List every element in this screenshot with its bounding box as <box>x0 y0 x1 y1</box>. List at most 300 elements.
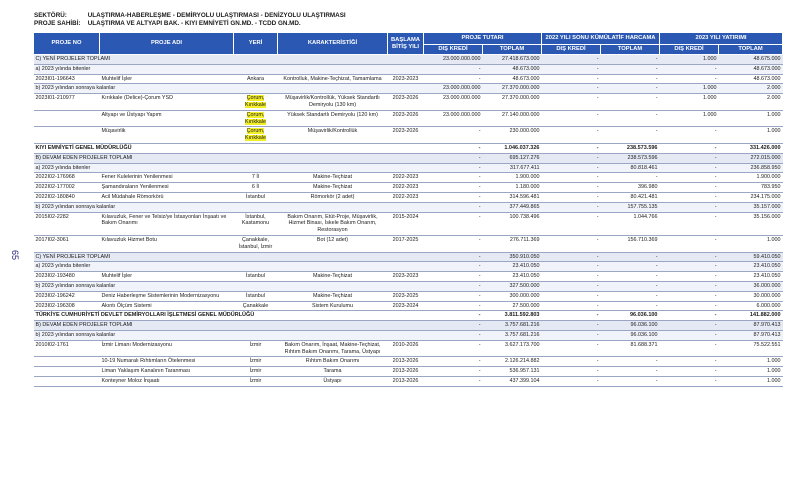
col-2023-yatirim: 2023 YILI YATIRIMI <box>660 33 783 45</box>
cell-proje-dis-kredi: - <box>424 192 483 202</box>
document-header <box>34 12 346 29</box>
cell-proje-dis-kredi: - <box>424 357 483 367</box>
cell-proje-no <box>34 357 100 367</box>
cell-yat-dis-kredi: - <box>660 376 719 386</box>
cell-proje-adi: Fener Kulelerinin Yenilenmesi <box>100 173 234 183</box>
cell-yeri <box>234 127 278 144</box>
cell-karakteristigi: Tarama <box>278 367 388 377</box>
investment-table-wrapper <box>33 32 782 387</box>
cell-proje-dis-kredi: 23.000.000.000 <box>424 84 483 94</box>
cell-proje-adi: Deniz Haberleşme Sistemlerinin Modernizasyonu <box>100 291 234 301</box>
cell-proje-adi: Şamandıraların Yenilenmesi <box>100 183 234 193</box>
cell-baslama-bitis: 2013-2026 <box>388 376 424 386</box>
cell-kum-toplam: 396.980 <box>601 183 660 193</box>
cell-proje-toplam: 314.596.481 <box>483 192 542 202</box>
cell-yeri: 7 İl <box>234 173 278 183</box>
cell-section-label: a) 2023 yılında bitenler <box>34 262 424 272</box>
cell-kum-dis-kredi: - <box>542 330 601 340</box>
cell-section-label: b) 2023 yılından sonraya kalanlar <box>34 330 424 340</box>
cell-yeri: 6 İl <box>234 183 278 193</box>
subgroup-row <box>34 281 783 291</box>
cell-kum-dis-kredi: - <box>542 110 601 127</box>
cell-kum-toplam: - <box>601 127 660 144</box>
cell-kum-toplam: - <box>601 110 660 127</box>
cell-proje-no: 2017I02-3061 <box>34 235 100 252</box>
cell-kum-toplam: 156.710.369 <box>601 235 660 252</box>
cell-kum-toplam: - <box>601 74 660 84</box>
cell-yat-dis-kredi: - <box>660 74 719 84</box>
table-row <box>34 357 783 367</box>
cell-yat-toplam: 35.157.000 <box>719 202 783 212</box>
cell-proje-dis-kredi: 23.000.000.000 <box>424 110 483 127</box>
cell-yat-toplam: 272.015.000 <box>719 153 783 163</box>
cell-section-label: b) 2023 yılından sonraya kalanlar <box>34 202 424 212</box>
col-proje-adi: PROJE ADI <box>100 33 234 55</box>
cell-kum-dis-kredi: - <box>542 202 601 212</box>
cell-yat-dis-kredi: 1.000 <box>660 55 719 65</box>
cell-kum-toplam: - <box>601 272 660 282</box>
cell-yeri: İstanbul, Kastamonu <box>234 212 278 235</box>
cell-yat-dis-kredi: - <box>660 262 719 272</box>
group-total-row <box>34 252 783 262</box>
cell-yat-dis-kredi: - <box>660 153 719 163</box>
cell-yat-toplam: 2.000 <box>719 84 783 94</box>
cell-yeri: İstanbul <box>234 291 278 301</box>
cell-proje-toplam: 27.418.673.000 <box>483 55 542 65</box>
col-proje-toplam: TOPLAM <box>483 45 542 55</box>
cell-yat-dis-kredi: - <box>660 173 719 183</box>
cell-yat-dis-kredi: - <box>660 192 719 202</box>
cell-yeri: Ankara <box>234 74 278 84</box>
cell-kum-toplam: - <box>601 173 660 183</box>
cell-yat-dis-kredi: - <box>660 311 719 321</box>
owner-label: PROJE SAHİBİ: <box>34 20 81 28</box>
cell-proje-no: 2023I01-196643 <box>34 74 100 84</box>
cell-proje-toplam: 3.627.173.700 <box>483 340 542 357</box>
cell-baslama-bitis: 2013-2026 <box>388 357 424 367</box>
cell-yat-toplam: 75.522.551 <box>719 340 783 357</box>
highlighted-location: Çorum, Kırıkkale <box>245 111 266 125</box>
table-row <box>34 192 783 202</box>
owner-value: ULAŞTIRMA VE ALTYAPI BAK. - KIYI EMNİYETİ GN.MD. - TCDD GN.MD. <box>87 20 301 28</box>
cell-proje-dis-kredi: - <box>424 281 483 291</box>
cell-baslama-bitis: 2023-2026 <box>388 110 424 127</box>
subgroup-row <box>34 64 783 74</box>
cell-proje-adi: Acil Müdahale Römorkörü <box>100 192 234 202</box>
cell-proje-adi: Kırıkkale (Delice)-Çorum YSD <box>100 94 234 111</box>
cell-proje-toplam: 437.399.104 <box>483 376 542 386</box>
table-head <box>34 33 783 55</box>
cell-proje-toplam: 1.180.000 <box>483 183 542 193</box>
cell-baslama-bitis: 2017-2025 <box>388 235 424 252</box>
cell-yat-dis-kredi: - <box>660 235 719 252</box>
cell-proje-toplam: 317.677.411 <box>483 163 542 173</box>
owner-line <box>34 20 346 28</box>
cell-karakteristigi: Bakım Onarım, İnşaat, Makine-Teçhizat, Rıhtım Bakım Onarımı, Tarama, Üstyapı <box>278 340 388 357</box>
cell-yat-toplam: 36.000.000 <box>719 281 783 291</box>
cell-proje-no <box>34 127 100 144</box>
cell-yat-dis-kredi: - <box>660 357 719 367</box>
cell-karakteristigi: Makine-Teçhizat <box>278 272 388 282</box>
cell-yat-toplam: 6.000.000 <box>719 301 783 311</box>
table-row <box>34 74 783 84</box>
cell-kum-dis-kredi: - <box>542 291 601 301</box>
cell-karakteristigi: Sistem Kurulumu <box>278 301 388 311</box>
group-total-row <box>34 55 783 65</box>
cell-kum-dis-kredi: - <box>542 64 601 74</box>
col-kum-dis-kredi: DIŞ KREDİ <box>542 45 601 55</box>
cell-yat-toplam: 141.882.000 <box>719 311 783 321</box>
cell-kum-dis-kredi: - <box>542 143 601 153</box>
cell-proje-dis-kredi: - <box>424 330 483 340</box>
cell-kum-dis-kredi: - <box>542 74 601 84</box>
cell-kum-toplam: 238.573.596 <box>601 153 660 163</box>
cell-yat-toplam: 23.410.050 <box>719 262 783 272</box>
cell-kum-dis-kredi: - <box>542 262 601 272</box>
cell-proje-no: 2022I02-177002 <box>34 183 100 193</box>
cell-kum-dis-kredi: - <box>542 252 601 262</box>
cell-kum-dis-kredi: - <box>542 311 601 321</box>
cell-proje-dis-kredi: - <box>424 212 483 235</box>
cell-kum-dis-kredi: - <box>542 357 601 367</box>
cell-yat-dis-kredi: - <box>660 212 719 235</box>
cell-proje-dis-kredi: - <box>424 74 483 84</box>
table-row <box>34 173 783 183</box>
cell-yat-toplam: 1.000 <box>719 367 783 377</box>
cell-yat-dis-kredi: 1.000 <box>660 110 719 127</box>
col-yat-dis-kredi: DIŞ KREDİ <box>660 45 719 55</box>
cell-yat-toplam: 783.950 <box>719 183 783 193</box>
cell-kum-dis-kredi: - <box>542 281 601 291</box>
cell-proje-toplam: 3.757.681.216 <box>483 321 542 331</box>
cell-kum-dis-kredi: - <box>542 173 601 183</box>
cell-kum-toplam: - <box>601 301 660 311</box>
cell-proje-toplam: 27.140.000.000 <box>483 110 542 127</box>
cell-yat-dis-kredi: - <box>660 330 719 340</box>
cell-proje-adi: İzmir Limanı Modernizasyonu <box>100 340 234 357</box>
cell-kum-dis-kredi: - <box>542 183 601 193</box>
cell-kum-toplam: 238.573.596 <box>601 143 660 153</box>
cell-kum-dis-kredi: - <box>542 84 601 94</box>
cell-yat-dis-kredi: 1.000 <box>660 84 719 94</box>
cell-karakteristigi: Rıhtım Bakım Onarımı <box>278 357 388 367</box>
subgroup-row <box>34 84 783 94</box>
highlighted-location: Çorum, Kırıkkale <box>245 128 266 142</box>
table-row <box>34 376 783 386</box>
cell-baslama-bitis: 2023-2023 <box>388 74 424 84</box>
col-proje-dis-kredi: DIŞ KREDİ <box>424 45 483 55</box>
cell-proje-dis-kredi: - <box>424 376 483 386</box>
cell-yat-toplam: 1.000 <box>719 235 783 252</box>
cell-yat-dis-kredi: - <box>660 252 719 262</box>
sector-label: SEKTÖRÜ: <box>34 12 67 19</box>
cell-yat-dis-kredi: 1.000 <box>660 94 719 111</box>
cell-kum-toplam: 81.688.371 <box>601 340 660 357</box>
cell-proje-dis-kredi: - <box>424 202 483 212</box>
cell-proje-toplam: 48.673.000 <box>483 64 542 74</box>
cell-kum-toplam: - <box>601 64 660 74</box>
cell-karakteristigi: Makine-Teçhizat <box>278 173 388 183</box>
cell-kum-toplam: - <box>601 376 660 386</box>
cell-kum-dis-kredi: - <box>542 94 601 111</box>
cell-yat-toplam: 59.410.050 <box>719 252 783 262</box>
cell-yat-toplam: 48.675.000 <box>719 55 783 65</box>
cell-yat-dis-kredi: - <box>660 143 719 153</box>
cell-kum-dis-kredi: - <box>542 340 601 357</box>
cell-baslama-bitis: 2023-2026 <box>388 127 424 144</box>
cell-section-label: b) 2023 yılından sonraya kalanlar <box>34 84 424 94</box>
cell-yat-toplam: 1.000 <box>719 127 783 144</box>
cell-proje-dis-kredi: - <box>424 272 483 282</box>
cell-kum-toplam: - <box>601 281 660 291</box>
cell-yeri: Çanakkale <box>234 301 278 311</box>
cell-proje-toplam: 377.449.865 <box>483 202 542 212</box>
cell-proje-adi: Akıntı Ölçüm Sistemi <box>100 301 234 311</box>
cell-section-label: TÜRKİYE CUMHURİYETİ DEVLET DEMİRYOLLARI İŞLETMESİ GENEL MÜDÜRLÜĞÜ <box>34 311 424 321</box>
table-row <box>34 272 783 282</box>
cell-kum-toplam: - <box>601 55 660 65</box>
cell-proje-toplam: 350.910.050 <box>483 252 542 262</box>
cell-yat-toplam: 35.156.000 <box>719 212 783 235</box>
cell-section-label: b) 2023 yılından sonraya kalanlar <box>34 281 424 291</box>
cell-kum-toplam: - <box>601 94 660 111</box>
cell-proje-toplam: 276.711.369 <box>483 235 542 252</box>
cell-yeri <box>234 94 278 111</box>
subgroup-row <box>34 163 783 173</box>
cell-kum-toplam: 96.036.100 <box>601 311 660 321</box>
cell-karakteristigi: Üstyapı <box>278 376 388 386</box>
cell-yat-toplam: 87.970.413 <box>719 321 783 331</box>
cell-proje-dis-kredi: - <box>424 321 483 331</box>
cell-yeri: İstanbul <box>234 272 278 282</box>
cell-proje-toplam: 300.000.000 <box>483 291 542 301</box>
cell-proje-dis-kredi: - <box>424 153 483 163</box>
table-row <box>34 110 783 127</box>
cell-yat-toplam: 1.000 <box>719 376 783 386</box>
cell-baslama-bitis: 2023-2026 <box>388 94 424 111</box>
cell-yat-toplam: 236.858.950 <box>719 163 783 173</box>
cell-kum-toplam: 80.421.481 <box>601 192 660 202</box>
cell-yat-dis-kredi: - <box>660 340 719 357</box>
cell-proje-no: 2022I02-180840 <box>34 192 100 202</box>
col-baslama-bitis: BAŞLAMA BİTİŞ YILI <box>388 33 424 55</box>
cell-baslama-bitis: 2015-2024 <box>388 212 424 235</box>
cell-proje-toplam: 3.757.681.216 <box>483 330 542 340</box>
cell-yat-dis-kredi: - <box>660 183 719 193</box>
col-karakteristigi: KARAKTERİSTİĞİ <box>278 33 388 55</box>
cell-yat-toplam: 23.410.050 <box>719 272 783 282</box>
cell-yeri: İzmir <box>234 376 278 386</box>
cell-kum-dis-kredi: - <box>542 192 601 202</box>
table-row <box>34 301 783 311</box>
organization-row <box>34 311 783 321</box>
cell-yat-toplam: 30.000.000 <box>719 291 783 301</box>
cell-proje-dis-kredi: - <box>424 235 483 252</box>
cell-proje-dis-kredi: - <box>424 262 483 272</box>
cell-proje-toplam: 48.673.000 <box>483 74 542 84</box>
table-row <box>34 367 783 377</box>
cell-yat-toplam: 48.673.000 <box>719 74 783 84</box>
cell-kum-dis-kredi: - <box>542 376 601 386</box>
cell-yeri: Çanakkale, İstanbul, İzmir <box>234 235 278 252</box>
cell-proje-toplam: 695.127.276 <box>483 153 542 163</box>
cell-proje-adi: Kılavuzluk, Fener ve Telsiz/ye İstasyonları İnşaatı ve Bakım Onarımı <box>100 212 234 235</box>
cell-kum-dis-kredi: - <box>542 163 601 173</box>
cell-proje-no <box>34 110 100 127</box>
cell-karakteristigi: Makine-Teçhizat <box>278 183 388 193</box>
cell-proje-dis-kredi: - <box>424 367 483 377</box>
cell-kum-toplam: 96.036.100 <box>601 321 660 331</box>
cell-kum-dis-kredi: - <box>542 153 601 163</box>
cell-proje-dis-kredi: - <box>424 127 483 144</box>
cell-proje-adi: Kılavuzluk Hizmet Botu <box>100 235 234 252</box>
organization-row <box>34 143 783 153</box>
cell-baslama-bitis: 2022-2023 <box>388 192 424 202</box>
cell-karakteristigi: Bakım Onarım, Etüt-Proje, Müşavirlik, Hizmet Binası, İskele Bakım Onarım, Restorasyon <box>278 212 388 235</box>
cell-kum-toplam: 1.044.766 <box>601 212 660 235</box>
cell-kum-dis-kredi: - <box>542 235 601 252</box>
cell-kum-toplam: - <box>601 252 660 262</box>
col-kum-toplam: TOPLAM <box>601 45 660 55</box>
cell-proje-adi: 10-19 Numaralı Rıhtımların Ötelenmesi <box>100 357 234 367</box>
cell-proje-dis-kredi: - <box>424 340 483 357</box>
cell-proje-no: 2023I01-210977 <box>34 94 100 111</box>
cell-yeri: İstanbul <box>234 192 278 202</box>
cell-karakteristigi: Makine-Teçhizat <box>278 291 388 301</box>
cell-kum-dis-kredi: - <box>542 127 601 144</box>
cell-section-label: a) 2023 yılında bitenler <box>34 64 424 74</box>
cell-proje-adi: Muhtelif İşler <box>100 272 234 282</box>
subgroup-row <box>34 262 783 272</box>
cell-yat-toplam: 1.900.000 <box>719 173 783 183</box>
col-yat-toplam: TOPLAM <box>719 45 783 55</box>
cell-proje-toplam: 27.500.000 <box>483 301 542 311</box>
cell-proje-dis-kredi: - <box>424 183 483 193</box>
cell-proje-dis-kredi: - <box>424 301 483 311</box>
cell-yat-dis-kredi: - <box>660 321 719 331</box>
cell-proje-toplam: 2.126.214.882 <box>483 357 542 367</box>
cell-proje-no: 2023I02-193480 <box>34 272 100 282</box>
cell-karakteristigi: Müşavirlik/Kontrollük, Yüksek Standartlı Demiryolu (130 km) <box>278 94 388 111</box>
cell-yeri: İzmir <box>234 340 278 357</box>
col-proje-tutari: PROJE TUTARI <box>424 33 542 45</box>
col-proje-no: PROJE NO <box>34 33 100 55</box>
cell-proje-no <box>34 367 100 377</box>
cell-kum-toplam: 157.755.135 <box>601 202 660 212</box>
cell-yat-toplam: 331.426.000 <box>719 143 783 153</box>
cell-section-label: a) 2023 yılında bitenler <box>34 163 424 173</box>
cell-karakteristigi: Römorkör (2 adet) <box>278 192 388 202</box>
cell-yat-toplam: 1.000 <box>719 357 783 367</box>
cell-proje-dis-kredi: - <box>424 173 483 183</box>
cell-proje-toplam: 327.500.000 <box>483 281 542 291</box>
cell-yat-toplam: 234.175.000 <box>719 192 783 202</box>
cell-proje-no: 2022I02-176968 <box>34 173 100 183</box>
cell-kum-dis-kredi: - <box>542 301 601 311</box>
table-body <box>34 55 783 387</box>
cell-proje-dis-kredi: 23.000.000.000 <box>424 55 483 65</box>
cell-section-label: C) YENİ PROJELER TOPLAMI <box>34 55 424 65</box>
table-row <box>34 94 783 111</box>
cell-proje-toplam: 23.410.050 <box>483 262 542 272</box>
cell-yat-dis-kredi: - <box>660 163 719 173</box>
cell-proje-toplam: 23.410.050 <box>483 272 542 282</box>
cell-baslama-bitis: 2022-2023 <box>388 183 424 193</box>
cell-proje-adi: Altyapı ve Üstyapı Yapım <box>100 110 234 127</box>
cell-kum-toplam: - <box>601 262 660 272</box>
cell-karakteristigi: Bot (12 adet) <box>278 235 388 252</box>
cell-yat-dis-kredi: - <box>660 281 719 291</box>
cell-proje-dis-kredi: - <box>424 252 483 262</box>
cell-section-label: B) DEVAM EDEN PROJELER TOPLAMI <box>34 321 424 331</box>
cell-proje-toplam: 3.811.592.803 <box>483 311 542 321</box>
cell-yat-dis-kredi: - <box>660 64 719 74</box>
cell-kum-dis-kredi: - <box>542 55 601 65</box>
cell-kum-dis-kredi: - <box>542 272 601 282</box>
cell-baslama-bitis: 2023-2025 <box>388 291 424 301</box>
cell-yat-dis-kredi: - <box>660 367 719 377</box>
subgroup-row <box>34 330 783 340</box>
cell-yat-dis-kredi: - <box>660 127 719 144</box>
cell-proje-adi: Konteyner Moloz İnşaatı <box>100 376 234 386</box>
cell-baslama-bitis: 2010-2026 <box>388 340 424 357</box>
cell-proje-no: 2023I02-196308 <box>34 301 100 311</box>
cell-karakteristigi: Müşavirlik/Kontrollük <box>278 127 388 144</box>
cell-yat-dis-kredi: - <box>660 272 719 282</box>
col-kumulatif-harcama: 2022 YILI SONU KÜMÜLATİF HARCAMA <box>542 33 660 45</box>
table-row <box>34 291 783 301</box>
cell-kum-toplam: - <box>601 291 660 301</box>
investment-table <box>33 32 783 387</box>
cell-yeri <box>234 110 278 127</box>
subgroup-row <box>34 202 783 212</box>
cell-proje-adi: Liman Yaklaşım Kanalının Taranması <box>100 367 234 377</box>
cell-proje-toplam: 27.370.000.000 <box>483 84 542 94</box>
cell-yat-dis-kredi: - <box>660 291 719 301</box>
cell-kum-toplam: 80.818.461 <box>601 163 660 173</box>
cell-yeri: İzmir <box>234 367 278 377</box>
cell-proje-toplam: 536.957.131 <box>483 367 542 377</box>
cell-proje-toplam: 230.000.000 <box>483 127 542 144</box>
cell-section-label: B) DEVAM EDEN PROJELER TOPLAMI <box>34 153 424 163</box>
cell-kum-dis-kredi: - <box>542 321 601 331</box>
cell-yat-dis-kredi: - <box>660 301 719 311</box>
cell-proje-toplam: 27.370.000.000 <box>483 94 542 111</box>
table-row <box>34 235 783 252</box>
cell-baslama-bitis: 2023-2024 <box>388 301 424 311</box>
cell-proje-dis-kredi: - <box>424 311 483 321</box>
cell-yat-dis-kredi: - <box>660 202 719 212</box>
group-total-row <box>34 153 783 163</box>
cell-karakteristigi: Kontrolluk, Makine-Teçhizat, Tamamlama <box>278 74 388 84</box>
cell-baslama-bitis: 2013-2026 <box>388 367 424 377</box>
cell-yat-toplam: 1.000 <box>719 110 783 127</box>
sector-value: ULAŞTIRMA-HABERLEŞME - DEMİRYOLU ULAŞTIRMASI - DENİZYOLU ULAŞTIRMASI <box>87 12 346 19</box>
cell-kum-toplam: 96.036.100 <box>601 330 660 340</box>
cell-proje-adi: Muhtelif İşler <box>100 74 234 84</box>
cell-proje-adi: Müşavirlik <box>100 127 234 144</box>
cell-proje-no <box>34 376 100 386</box>
cell-proje-dis-kredi: - <box>424 291 483 301</box>
cell-yat-toplam: 48.673.000 <box>719 64 783 74</box>
cell-kum-toplam: - <box>601 84 660 94</box>
cell-baslama-bitis: 2022-2023 <box>388 173 424 183</box>
group-total-row <box>34 321 783 331</box>
cell-kum-dis-kredi: - <box>542 367 601 377</box>
cell-kum-toplam: - <box>601 367 660 377</box>
cell-yeri: İzmir <box>234 357 278 367</box>
cell-proje-dis-kredi: - <box>424 163 483 173</box>
